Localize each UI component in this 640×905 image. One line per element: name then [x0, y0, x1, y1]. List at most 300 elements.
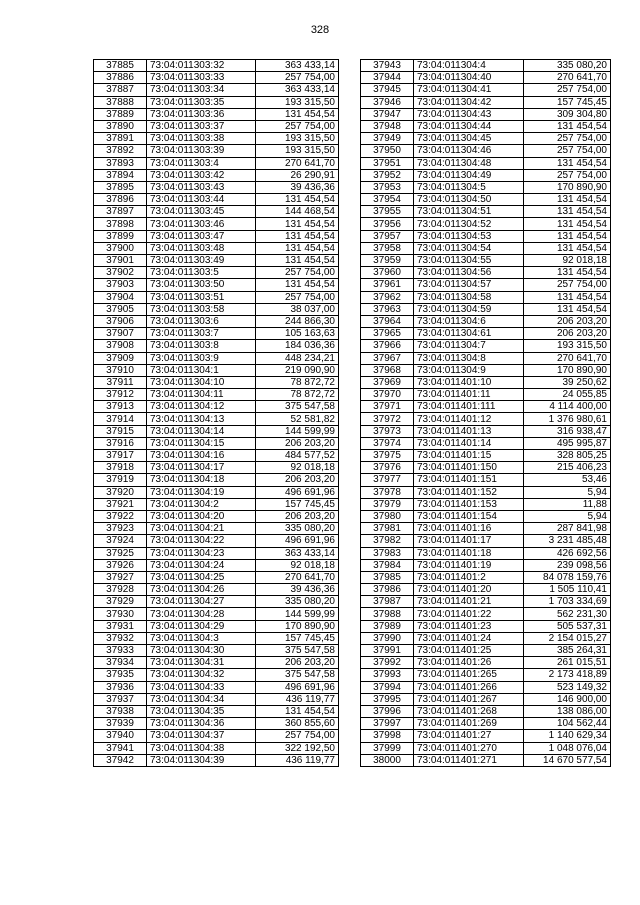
table-row — [361, 120, 611, 132]
table-row — [94, 364, 339, 376]
table-row — [361, 72, 611, 84]
table-row — [94, 608, 339, 620]
table-row — [94, 596, 339, 608]
value-cell: 131 454,54 — [256, 218, 339, 230]
table-row — [94, 169, 339, 181]
table-row — [94, 754, 339, 766]
cadastral-number-cell: 73:04:011304:25 — [147, 571, 256, 583]
row-number-cell: 37945 — [361, 84, 414, 96]
row-number-cell: 37999 — [361, 742, 414, 754]
table-row — [361, 96, 611, 108]
row-number-cell: 37911 — [94, 376, 147, 388]
row-number-cell: 37982 — [361, 535, 414, 547]
table-row — [94, 315, 339, 327]
value-cell: 78 872,72 — [256, 376, 339, 388]
cadastral-number-cell: 73:04:011303:42 — [147, 169, 256, 181]
value-cell: 257 754,00 — [524, 279, 611, 291]
row-number-cell: 37888 — [94, 96, 147, 108]
row-number-cell: 37952 — [361, 169, 414, 181]
value-cell: 131 454,54 — [524, 303, 611, 315]
row-number-cell: 37957 — [361, 230, 414, 242]
value-cell: 448 234,21 — [256, 352, 339, 364]
value-cell: 5,94 — [524, 510, 611, 522]
row-number-cell: 37935 — [94, 669, 147, 681]
table-row — [361, 364, 611, 376]
value-cell: 335 080,20 — [524, 60, 611, 72]
cadastral-number-cell: 73:04:011304:61 — [414, 328, 524, 340]
row-number-cell: 37954 — [361, 194, 414, 206]
cadastral-number-cell: 73:04:011303:33 — [147, 72, 256, 84]
value-cell: 505 537,31 — [524, 620, 611, 632]
table-row — [361, 181, 611, 193]
value-cell: 363 433,14 — [256, 84, 339, 96]
cadastral-number-cell: 73:04:011304:59 — [414, 303, 524, 315]
cadastral-number-cell: 73:04:011304:37 — [147, 730, 256, 742]
value-cell: 157 745,45 — [256, 498, 339, 510]
table-row — [94, 632, 339, 644]
row-number-cell: 37942 — [94, 754, 147, 766]
page-number: 328 — [310, 24, 330, 36]
value-cell: 385 264,31 — [524, 645, 611, 657]
cadastral-number-cell: 73:04:011303:6 — [147, 315, 256, 327]
value-cell: 261 015,51 — [524, 657, 611, 669]
table-row — [361, 510, 611, 522]
table-row — [361, 608, 611, 620]
cadastral-number-cell: 73:04:011304:42 — [414, 96, 524, 108]
table-row — [94, 181, 339, 193]
row-number-cell: 37998 — [361, 730, 414, 742]
table-row — [94, 705, 339, 717]
row-number-cell: 37974 — [361, 437, 414, 449]
value-cell: 1 376 980,61 — [524, 413, 611, 425]
row-number-cell: 37991 — [361, 645, 414, 657]
row-number-cell: 37949 — [361, 133, 414, 145]
row-number-cell: 37979 — [361, 498, 414, 510]
cadastral-number-cell: 73:04:011303:45 — [147, 206, 256, 218]
table-row — [361, 60, 611, 72]
value-cell: 335 080,20 — [256, 523, 339, 535]
cadastral-number-cell: 73:04:011303:49 — [147, 255, 256, 267]
row-number-cell: 37926 — [94, 559, 147, 571]
row-number-cell: 37924 — [94, 535, 147, 547]
value-cell: 316 938,47 — [524, 425, 611, 437]
value-cell: 131 454,54 — [256, 705, 339, 717]
row-number-cell: 37885 — [94, 60, 147, 72]
value-cell: 309 304,80 — [524, 108, 611, 120]
row-number-cell: 37902 — [94, 267, 147, 279]
table-row — [361, 352, 611, 364]
cadastral-number-cell: 73:04:011304:39 — [147, 754, 256, 766]
cadastral-number-cell: 73:04:011304:54 — [414, 242, 524, 254]
row-number-cell: 37918 — [94, 462, 147, 474]
table-row — [94, 645, 339, 657]
value-cell: 184 036,36 — [256, 340, 339, 352]
table-row — [361, 437, 611, 449]
row-number-cell: 37993 — [361, 669, 414, 681]
cadastral-number-cell: 73:04:011304:32 — [147, 669, 256, 681]
table-row — [94, 450, 339, 462]
row-number-cell: 37986 — [361, 584, 414, 596]
cadastral-number-cell: 73:04:011304:20 — [147, 510, 256, 522]
table-row — [94, 279, 339, 291]
row-number-cell: 37994 — [361, 681, 414, 693]
table-row — [361, 584, 611, 596]
value-cell: 375 547,58 — [256, 645, 339, 657]
cadastral-number-cell: 73:04:011303:5 — [147, 267, 256, 279]
value-cell: 206 203,20 — [256, 657, 339, 669]
registry-table-left — [93, 59, 339, 767]
cadastral-number-cell: 73:04:011304:28 — [147, 608, 256, 620]
table-row — [361, 498, 611, 510]
value-cell: 170 890,90 — [524, 364, 611, 376]
table-row — [94, 510, 339, 522]
row-number-cell: 37908 — [94, 340, 147, 352]
value-cell: 206 203,20 — [256, 474, 339, 486]
table-row — [361, 705, 611, 717]
cadastral-number-cell: 73:04:011304:13 — [147, 413, 256, 425]
value-cell: 131 454,54 — [256, 279, 339, 291]
cadastral-number-cell: 73:04:011304:26 — [147, 584, 256, 596]
row-number-cell: 37903 — [94, 279, 147, 291]
cadastral-number-cell: 73:04:011304:30 — [147, 645, 256, 657]
table-row — [94, 120, 339, 132]
table-row — [361, 547, 611, 559]
value-cell: 257 754,00 — [256, 72, 339, 84]
row-number-cell: 37910 — [94, 364, 147, 376]
cadastral-number-cell: 73:04:011304:38 — [147, 742, 256, 754]
table-row — [361, 620, 611, 632]
row-number-cell: 37895 — [94, 181, 147, 193]
value-cell: 426 692,56 — [524, 547, 611, 559]
row-number-cell: 37951 — [361, 157, 414, 169]
cadastral-number-cell: 73:04:011401:15 — [414, 450, 524, 462]
row-number-cell: 37961 — [361, 279, 414, 291]
row-number-cell: 37899 — [94, 230, 147, 242]
table-row — [361, 218, 611, 230]
cadastral-number-cell: 73:04:011303:39 — [147, 145, 256, 157]
table-row — [94, 145, 339, 157]
cadastral-number-cell: 73:04:011401:2 — [414, 571, 524, 583]
cadastral-number-cell: 73:04:011304:40 — [414, 72, 524, 84]
cadastral-number-cell: 73:04:011303:34 — [147, 84, 256, 96]
cadastral-number-cell: 73:04:011401:20 — [414, 584, 524, 596]
cadastral-number-cell: 73:04:011304:10 — [147, 376, 256, 388]
registry-table-right — [360, 59, 611, 767]
row-number-cell: 37901 — [94, 255, 147, 267]
value-cell: 144 599,99 — [256, 608, 339, 620]
table-row — [361, 108, 611, 120]
table-row — [361, 559, 611, 571]
value-cell: 157 745,45 — [256, 632, 339, 644]
value-cell: 335 080,20 — [256, 596, 339, 608]
value-cell: 363 433,14 — [256, 547, 339, 559]
cadastral-number-cell: 73:04:011401:13 — [414, 425, 524, 437]
value-cell: 257 754,00 — [256, 730, 339, 742]
table-row — [94, 230, 339, 242]
cadastral-number-cell: 73:04:011401:23 — [414, 620, 524, 632]
table-row — [94, 437, 339, 449]
value-cell: 131 454,54 — [524, 291, 611, 303]
cadastral-number-cell: 73:04:011401:27 — [414, 730, 524, 742]
cadastral-number-cell: 73:04:011304:12 — [147, 401, 256, 413]
table-row — [94, 498, 339, 510]
value-cell: 287 841,98 — [524, 523, 611, 535]
row-number-cell: 37939 — [94, 718, 147, 730]
value-cell: 257 754,00 — [524, 169, 611, 181]
value-cell: 270 641,70 — [524, 352, 611, 364]
value-cell: 138 086,00 — [524, 705, 611, 717]
row-number-cell: 37985 — [361, 571, 414, 583]
table-row — [94, 291, 339, 303]
value-cell: 257 754,00 — [524, 133, 611, 145]
value-cell: 84 078 159,76 — [524, 571, 611, 583]
cadastral-number-cell: 73:04:011304:9 — [414, 364, 524, 376]
cadastral-number-cell: 73:04:011304:6 — [414, 315, 524, 327]
row-number-cell: 37915 — [94, 425, 147, 437]
row-number-cell: 37917 — [94, 450, 147, 462]
value-cell: 206 203,20 — [524, 315, 611, 327]
table-row — [361, 425, 611, 437]
table-row — [94, 681, 339, 693]
cadastral-number-cell: 73:04:011401:11 — [414, 389, 524, 401]
row-number-cell: 37956 — [361, 218, 414, 230]
cadastral-number-cell: 73:04:011304:16 — [147, 450, 256, 462]
value-cell: 2 173 418,89 — [524, 669, 611, 681]
table-row — [361, 291, 611, 303]
value-cell: 436 119,77 — [256, 693, 339, 705]
value-cell: 496 691,96 — [256, 681, 339, 693]
table-row — [94, 742, 339, 754]
table-row — [94, 571, 339, 583]
row-number-cell: 37929 — [94, 596, 147, 608]
row-number-cell: 37976 — [361, 462, 414, 474]
cadastral-number-cell: 73:04:011401:16 — [414, 523, 524, 535]
value-cell: 170 890,90 — [256, 620, 339, 632]
table-row — [94, 242, 339, 254]
table-row — [361, 632, 611, 644]
cadastral-number-cell: 73:04:011304:8 — [414, 352, 524, 364]
table-row — [94, 60, 339, 72]
row-number-cell: 37977 — [361, 474, 414, 486]
row-number-cell: 37995 — [361, 693, 414, 705]
value-cell: 5,94 — [524, 486, 611, 498]
table-row — [94, 96, 339, 108]
value-cell: 131 454,54 — [524, 267, 611, 279]
table-row — [94, 255, 339, 267]
value-cell: 257 754,00 — [256, 120, 339, 132]
value-cell: 131 454,54 — [524, 194, 611, 206]
row-number-cell: 37920 — [94, 486, 147, 498]
value-cell: 53,46 — [524, 474, 611, 486]
value-cell: 131 454,54 — [524, 242, 611, 254]
value-cell: 144 599,99 — [256, 425, 339, 437]
table-row — [94, 657, 339, 669]
cadastral-number-cell: 73:04:011304:35 — [147, 705, 256, 717]
value-cell: 375 547,58 — [256, 669, 339, 681]
row-number-cell: 37972 — [361, 413, 414, 425]
row-number-cell: 37892 — [94, 145, 147, 157]
row-number-cell: 37975 — [361, 450, 414, 462]
table-row — [361, 523, 611, 535]
cadastral-number-cell: 73:04:011303:46 — [147, 218, 256, 230]
value-cell: 193 315,50 — [256, 145, 339, 157]
row-number-cell: 37936 — [94, 681, 147, 693]
row-number-cell: 37960 — [361, 267, 414, 279]
table-row — [94, 669, 339, 681]
row-number-cell: 37967 — [361, 352, 414, 364]
row-number-cell: 37909 — [94, 352, 147, 364]
row-number-cell: 37992 — [361, 657, 414, 669]
row-number-cell: 37914 — [94, 413, 147, 425]
cadastral-number-cell: 73:04:011304:51 — [414, 206, 524, 218]
table-row — [361, 474, 611, 486]
row-number-cell: 37980 — [361, 510, 414, 522]
row-number-cell: 37948 — [361, 120, 414, 132]
value-cell: 1 140 629,34 — [524, 730, 611, 742]
value-cell: 131 454,54 — [256, 242, 339, 254]
row-number-cell: 37968 — [361, 364, 414, 376]
cadastral-number-cell: 73:04:011303:8 — [147, 340, 256, 352]
table-row — [361, 718, 611, 730]
value-cell: 270 641,70 — [256, 157, 339, 169]
value-cell: 14 670 577,54 — [524, 754, 611, 766]
table-row — [361, 754, 611, 766]
value-cell: 144 468,54 — [256, 206, 339, 218]
value-cell: 26 290,91 — [256, 169, 339, 181]
cadastral-number-cell: 73:04:011401:18 — [414, 547, 524, 559]
cadastral-number-cell: 73:04:011401:271 — [414, 754, 524, 766]
table-row — [94, 84, 339, 96]
cadastral-number-cell: 73:04:011303:7 — [147, 328, 256, 340]
cadastral-number-cell: 73:04:011304:31 — [147, 657, 256, 669]
row-number-cell: 37947 — [361, 108, 414, 120]
value-cell: 360 855,60 — [256, 718, 339, 730]
row-number-cell: 37962 — [361, 291, 414, 303]
cadastral-number-cell: 73:04:011304:4 — [414, 60, 524, 72]
table-row — [361, 242, 611, 254]
value-cell: 131 454,54 — [524, 120, 611, 132]
value-cell: 131 454,54 — [524, 230, 611, 242]
value-cell: 1 703 334,69 — [524, 596, 611, 608]
cadastral-number-cell: 73:04:011304:17 — [147, 462, 256, 474]
table-row — [361, 669, 611, 681]
table-row — [361, 340, 611, 352]
row-number-cell: 38000 — [361, 754, 414, 766]
row-number-cell: 37887 — [94, 84, 147, 96]
value-cell: 92 018,18 — [524, 255, 611, 267]
row-number-cell: 37940 — [94, 730, 147, 742]
cadastral-number-cell: 73:04:011304:3 — [147, 632, 256, 644]
table-row — [94, 206, 339, 218]
row-number-cell: 37955 — [361, 206, 414, 218]
row-number-cell: 37996 — [361, 705, 414, 717]
value-cell: 193 315,50 — [256, 96, 339, 108]
value-cell: 257 754,00 — [256, 267, 339, 279]
value-cell: 170 890,90 — [524, 181, 611, 193]
row-number-cell: 37919 — [94, 474, 147, 486]
value-cell: 270 641,70 — [524, 72, 611, 84]
cadastral-number-cell: 73:04:011304:19 — [147, 486, 256, 498]
cadastral-number-cell: 73:04:011304:24 — [147, 559, 256, 571]
row-number-cell: 37886 — [94, 72, 147, 84]
row-number-cell: 37904 — [94, 291, 147, 303]
cadastral-number-cell: 73:04:011304:15 — [147, 437, 256, 449]
cadastral-number-cell: 73:04:011304:18 — [147, 474, 256, 486]
row-number-cell: 37950 — [361, 145, 414, 157]
table-row — [361, 315, 611, 327]
cadastral-number-cell: 73:04:011304:7 — [414, 340, 524, 352]
value-cell: 270 641,70 — [256, 571, 339, 583]
value-cell: 496 691,96 — [256, 535, 339, 547]
value-cell: 363 433,14 — [256, 60, 339, 72]
cadastral-number-cell: 73:04:011304:5 — [414, 181, 524, 193]
value-cell: 206 203,20 — [524, 328, 611, 340]
table-row — [94, 108, 339, 120]
table-row — [94, 584, 339, 596]
table-row — [361, 279, 611, 291]
cadastral-number-cell: 73:04:011304:52 — [414, 218, 524, 230]
cadastral-number-cell: 73:04:011401:269 — [414, 718, 524, 730]
table-row — [94, 72, 339, 84]
table-row — [94, 133, 339, 145]
table-row — [361, 730, 611, 742]
table-row — [94, 194, 339, 206]
cadastral-number-cell: 73:04:011304:57 — [414, 279, 524, 291]
row-number-cell: 37891 — [94, 133, 147, 145]
value-cell: 92 018,18 — [256, 462, 339, 474]
cadastral-number-cell: 73:04:011304:33 — [147, 681, 256, 693]
table-row — [361, 596, 611, 608]
value-cell: 104 562,44 — [524, 718, 611, 730]
row-number-cell: 37963 — [361, 303, 414, 315]
cadastral-number-cell: 73:04:011304:29 — [147, 620, 256, 632]
row-number-cell: 37898 — [94, 218, 147, 230]
value-cell: 239 098,56 — [524, 559, 611, 571]
cadastral-number-cell: 73:04:011401:10 — [414, 376, 524, 388]
table-row — [94, 547, 339, 559]
value-cell: 39 436,36 — [256, 181, 339, 193]
cadastral-number-cell: 73:04:011401:22 — [414, 608, 524, 620]
table-row — [94, 462, 339, 474]
value-cell: 244 866,30 — [256, 315, 339, 327]
cadastral-number-cell: 73:04:011303:4 — [147, 157, 256, 169]
value-cell: 1 505 110,41 — [524, 584, 611, 596]
value-cell: 215 406,23 — [524, 462, 611, 474]
cadastral-number-cell: 73:04:011303:48 — [147, 242, 256, 254]
table-row — [361, 133, 611, 145]
table-row — [94, 535, 339, 547]
table-row — [361, 571, 611, 583]
row-number-cell: 37930 — [94, 608, 147, 620]
value-cell: 562 231,30 — [524, 608, 611, 620]
cadastral-number-cell: 73:04:011304:41 — [414, 84, 524, 96]
row-number-cell: 37989 — [361, 620, 414, 632]
cadastral-number-cell: 73:04:011304:34 — [147, 693, 256, 705]
row-number-cell: 37944 — [361, 72, 414, 84]
cadastral-number-cell: 73:04:011304:11 — [147, 389, 256, 401]
value-cell: 496 691,96 — [256, 486, 339, 498]
cadastral-number-cell: 73:04:011401:154 — [414, 510, 524, 522]
value-cell: 193 315,50 — [524, 340, 611, 352]
value-cell: 11,88 — [524, 498, 611, 510]
cadastral-number-cell: 73:04:011401:151 — [414, 474, 524, 486]
row-number-cell: 37946 — [361, 96, 414, 108]
row-number-cell: 37937 — [94, 693, 147, 705]
value-cell: 92 018,18 — [256, 559, 339, 571]
value-cell: 322 192,50 — [256, 742, 339, 754]
value-cell: 146 900,00 — [524, 693, 611, 705]
cadastral-number-cell: 73:04:011304:55 — [414, 255, 524, 267]
